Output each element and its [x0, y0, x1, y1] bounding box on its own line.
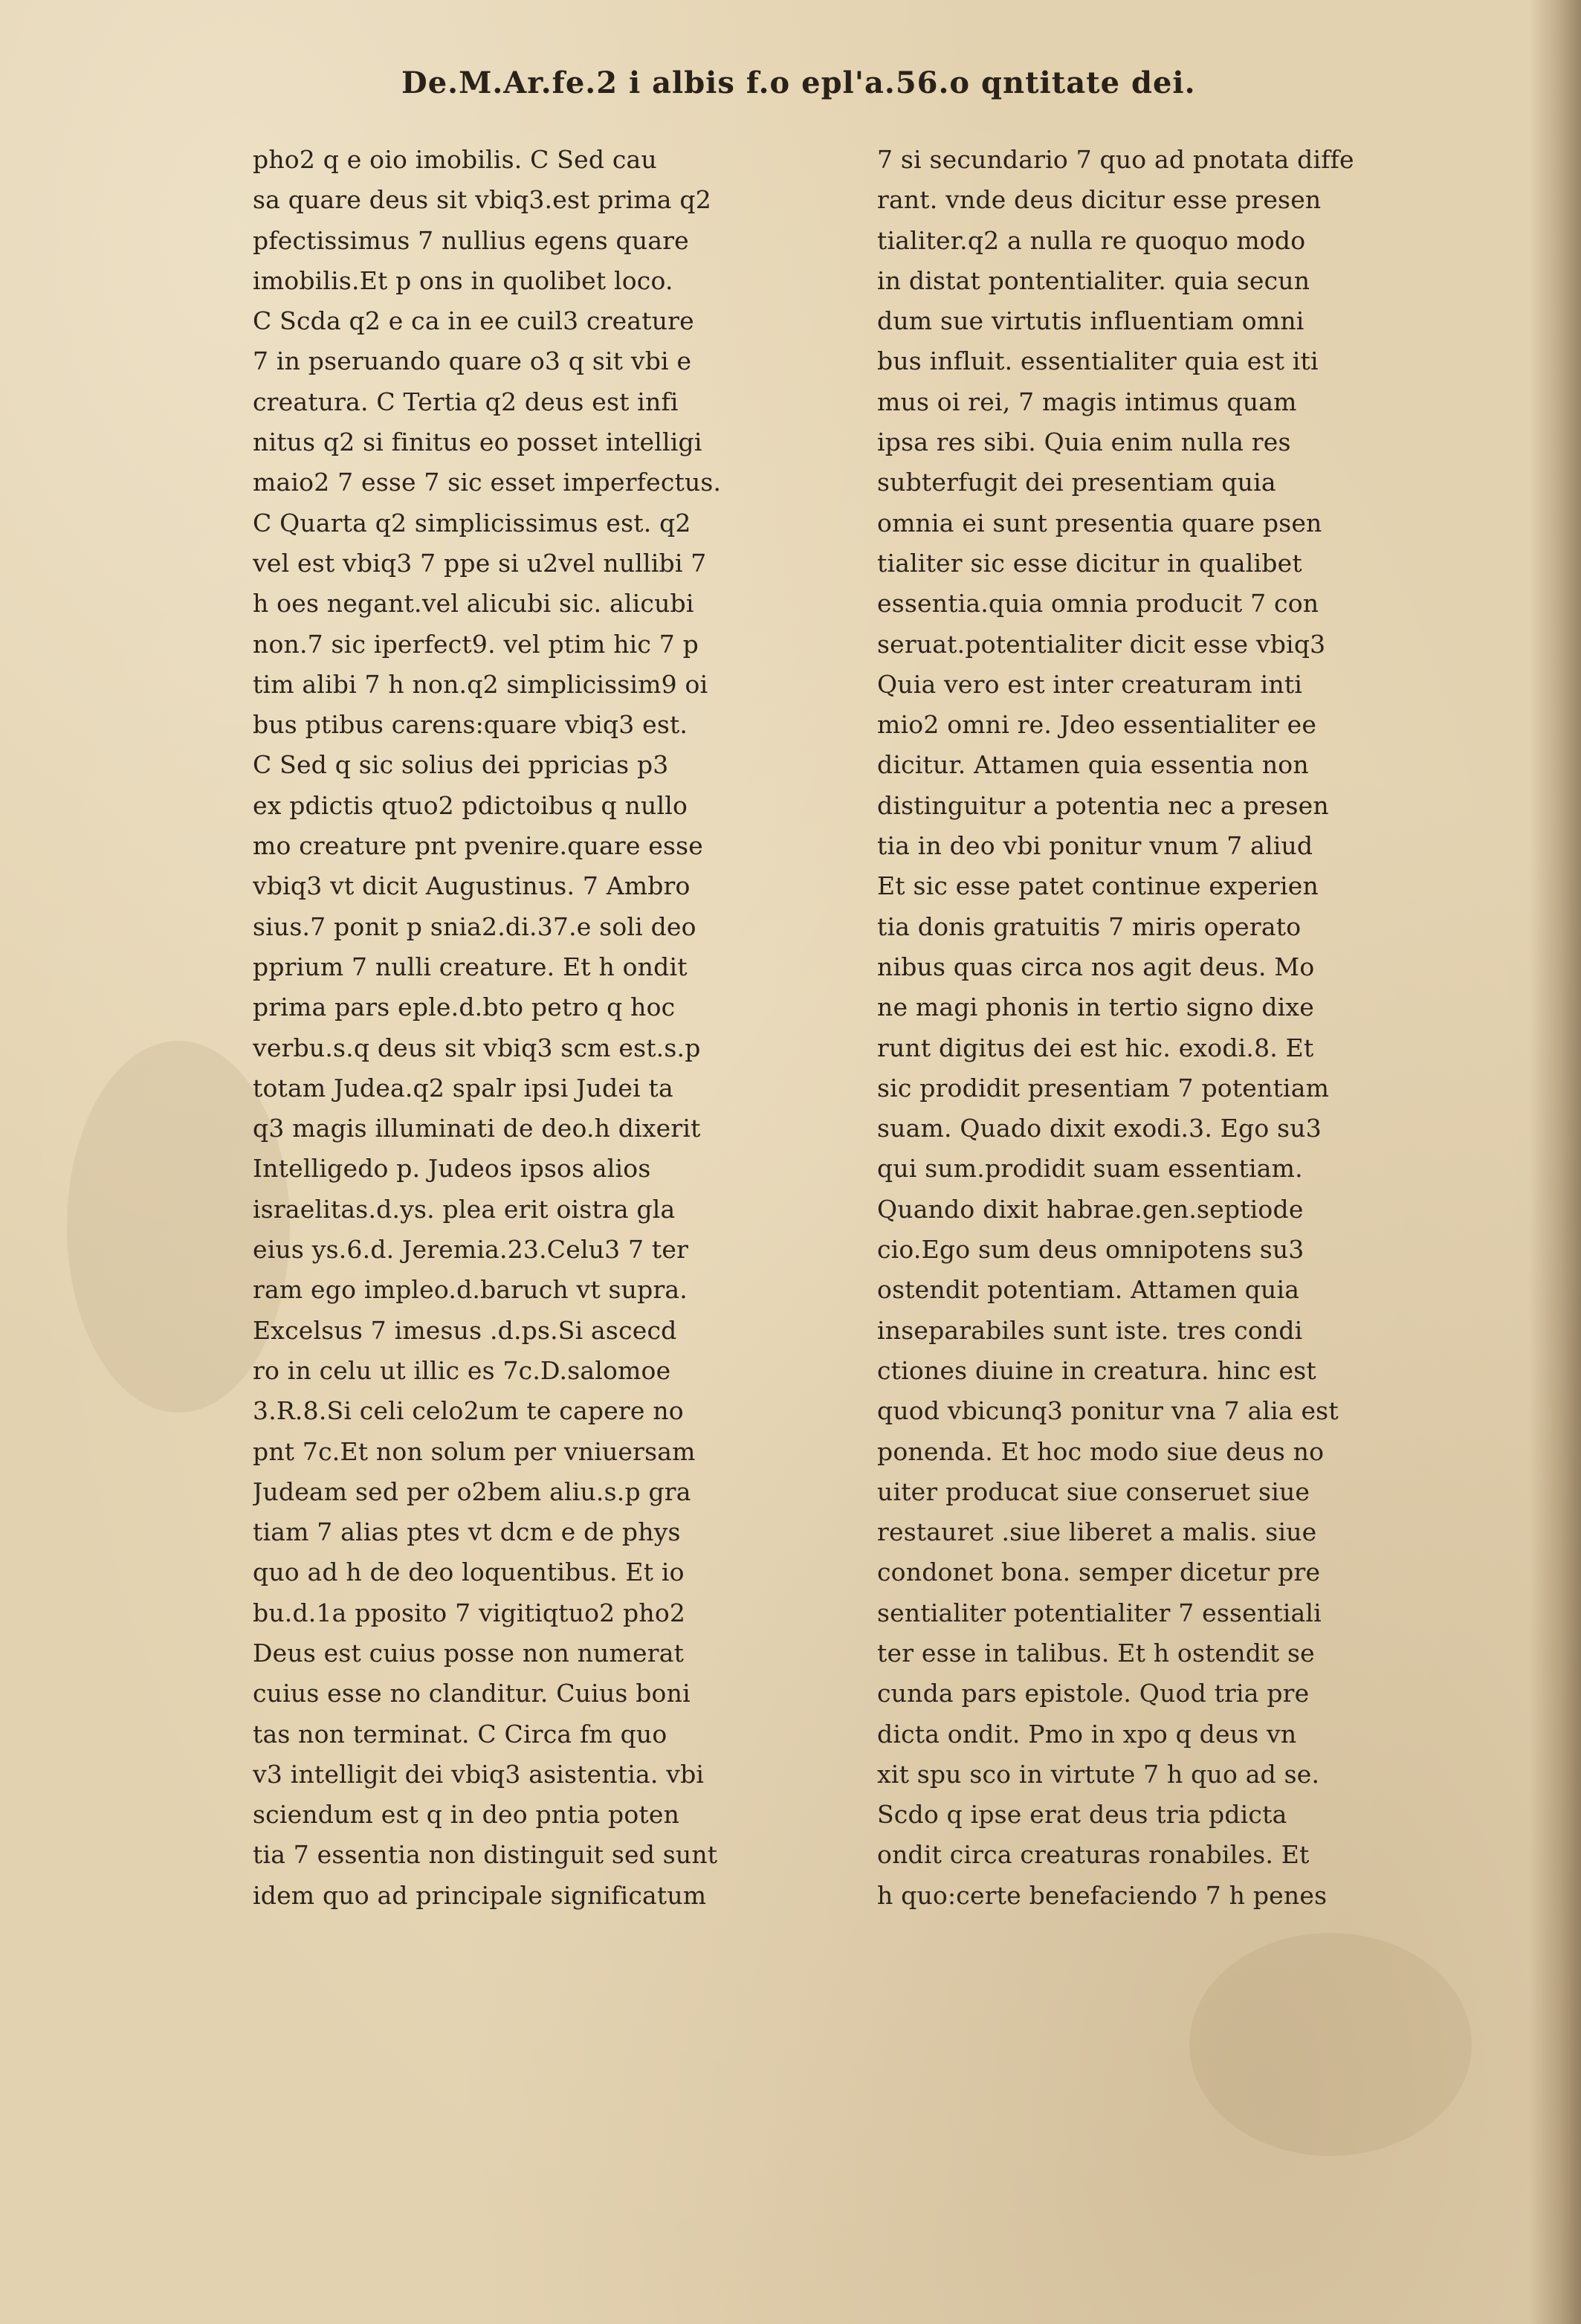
text-line: tia in deo vbi ponitur vnum 7 aliud: [877, 831, 1313, 861]
page-gutter-shadow: [1529, 0, 1581, 2324]
text-line: dicta ondit. Pmo in xpo q deus vn: [877, 1719, 1297, 1749]
text-line: cunda pars epistole. Quod tria pre: [877, 1679, 1310, 1708]
text-line: 7 in pseruando quare o3 q sit vbi e: [253, 346, 692, 376]
running-title: De.M.Ar.fe.2 i albis f.o epl'a.56.o qntitate dei.: [401, 65, 1196, 100]
text-line: C Sed q sic solius dei ppricias p3: [253, 750, 669, 780]
text-line: ter esse in talibus. Et h ostendit se: [877, 1638, 1315, 1668]
text-line: qui sum.prodidit suam essentiam.: [877, 1154, 1303, 1184]
text-line: sic prodidit presentiam 7 potentiam: [877, 1073, 1330, 1103]
text-line: subterfugit dei presentiam quia: [877, 468, 1276, 497]
left-text-column: [253, 140, 847, 1916]
text-line: pfectissimus 7 nullius egens quare: [253, 225, 689, 255]
text-line: maio2 7 esse 7 sic esset imperfectus.: [253, 468, 722, 497]
text-line: cuius esse no clanditur. Cuius boni: [253, 1679, 691, 1708]
text-line: Excelsus 7 imesus .d.ps.Si ascecd: [253, 1315, 677, 1345]
text-line: condonet bona. semper dicetur pre: [877, 1558, 1321, 1587]
text-line: h oes negant.vel alicubi sic. alicubi: [253, 589, 694, 619]
text-line: totam Judea.q2 spalr ipsi Judei ta: [253, 1073, 673, 1103]
text-line: ro in celu ut illic es 7c.D.salomoe: [253, 1355, 671, 1385]
text-line: Quando dixit habrae.gen.septiode: [877, 1194, 1304, 1224]
text-line: restauret .siue liberet a malis. siue: [877, 1517, 1317, 1547]
text-line: mo creature pnt pvenire.quare esse: [253, 831, 704, 861]
text-line: quo ad h de deo loquentibus. Et io: [253, 1558, 685, 1587]
text-line: distinguitur a potentia nec a presen: [877, 790, 1329, 820]
text-line: mio2 omni re. Jdeo essentialiter ee: [877, 710, 1317, 740]
text-line: ponenda. Et hoc modo siue deus no: [877, 1436, 1325, 1466]
text-line: Scdo q ipse erat deus tria pdicta: [877, 1800, 1287, 1830]
text-line: 3.R.8.Si celi celo2um te capere no: [253, 1396, 684, 1426]
text-line: cio.Ego sum deus omnipotens su3: [877, 1235, 1304, 1265]
text-line: h quo:certe benefaciendo 7 h penes: [877, 1880, 1328, 1910]
text-line: ex pdictis qtuo2 pdictoibus q nullo: [253, 790, 688, 820]
text-line: rant. vnde deus dicitur esse presen: [877, 185, 1322, 215]
text-line: inseparabiles sunt iste. tres condi: [877, 1315, 1303, 1345]
text-line: dum sue virtutis influentiam omni: [877, 306, 1304, 336]
text-line: vbiq3 vt dicit Augustinus. 7 Ambro: [253, 871, 691, 901]
text-line: sentialiter potentialiter 7 essentiali: [877, 1598, 1322, 1627]
text-line: tim alibi 7 h non.q2 simplicissim9 oi: [253, 669, 708, 699]
text-line: 7 si secundario 7 quo ad pnotata diffe: [877, 145, 1354, 174]
text-line: v3 intelligit dei vbiq3 asistentia. vbi: [253, 1759, 705, 1789]
text-line: ctiones diuine in creatura. hinc est: [877, 1355, 1316, 1385]
text-line: sa quare deus sit vbiq3.est prima q2: [253, 185, 711, 215]
text-line: sciendum est q in deo pntia poten: [253, 1800, 680, 1830]
paper-stain: [1189, 1933, 1472, 2156]
text-line: israelitas.d.ys. plea erit oistra gla: [253, 1194, 676, 1224]
text-line: C Quarta q2 simplicissimus est. q2: [253, 508, 691, 538]
text-line: quod vbicunq3 ponitur vna 7 alia est: [877, 1396, 1339, 1426]
text-line: Intelligedo p. Judeos ipsos alios: [253, 1154, 651, 1184]
text-line: in distat pontentialiter. quia secun: [877, 265, 1310, 295]
text-line: bu.d.1a pposito 7 vigitiqtuo2 pho2: [253, 1598, 686, 1627]
text-line: Et sic esse patet continue experien: [877, 871, 1319, 901]
text-line: ostendit potentiam. Attamen quia: [877, 1275, 1300, 1305]
text-line: idem quo ad principale significatum: [253, 1880, 707, 1910]
text-line: tialiter sic esse dicitur in qualibet: [877, 548, 1302, 578]
text-line: uiter producat siue conseruet siue: [877, 1476, 1310, 1506]
text-line: dicitur. Attamen quia essentia non: [877, 750, 1309, 780]
text-line: ondit circa creaturas ronabiles. Et: [877, 1840, 1310, 1870]
text-line: vel est vbiq3 7 ppe si u2vel nullibi 7: [253, 548, 707, 578]
text-line: ram ego impleo.d.baruch vt supra.: [253, 1275, 688, 1305]
text-line: seruat.potentialiter dicit esse vbiq3: [877, 629, 1326, 659]
text-line: nibus quas circa nos agit deus. Mo: [877, 952, 1315, 981]
text-line: Quia vero est inter creaturam inti: [877, 669, 1303, 699]
text-line: q3 magis illuminati de deo.h dixerit: [253, 1114, 701, 1143]
text-line: Deus est cuius posse non numerat: [253, 1638, 685, 1668]
text-line: bus ptibus carens:quare vbiq3 est.: [253, 710, 688, 740]
text-line: tia 7 essentia non distinguit sed sunt: [253, 1840, 718, 1870]
text-line: sius.7 ponit p snia2.di.37.e soli deo: [253, 911, 696, 941]
text-line: tiam 7 alias ptes vt dcm e de phys: [253, 1517, 681, 1547]
text-line: runt digitus dei est hic. exodi.8. Et: [877, 1033, 1314, 1062]
text-line: prima pars eple.d.bto petro q hoc: [253, 992, 676, 1022]
text-line: omnia ei sunt presentia quare psen: [877, 508, 1322, 538]
text-line: suam. Quado dixit exodi.3. Ego su3: [877, 1114, 1322, 1143]
text-line: bus influit. essentialiter quia est iti: [877, 346, 1319, 376]
text-line: xit spu sco in virtute 7 h quo ad se.: [877, 1759, 1320, 1789]
text-line: tas non terminat. C Circa fm quo: [253, 1719, 667, 1749]
text-line: essentia.quia omnia producit 7 con: [877, 589, 1319, 619]
text-line: pnt 7c.Et non solum per vniuersam: [253, 1436, 696, 1466]
text-line: nitus q2 si finitus eo posset intelligi: [253, 427, 702, 457]
text-line: ipsa res sibi. Quia enim nulla res: [877, 427, 1291, 457]
text-line: Judeam sed per o2bem aliu.s.p gra: [253, 1476, 691, 1506]
text-line: tialiter.q2 a nulla re quoquo modo: [877, 225, 1306, 255]
text-line: ne magi phonis in tertio signo dixe: [877, 992, 1314, 1022]
text-line: pho2 q e oio imobilis. C Sed cau: [253, 145, 657, 174]
text-line: eius ys.6.d. Jeremia.23.Celu3 7 ter: [253, 1235, 689, 1265]
text-line: C Scda q2 e ca in ee cuil3 creature: [253, 306, 694, 336]
right-text-column: [877, 140, 1472, 1916]
text-line: verbu.s.q deus sit vbiq3 scm est.s.p: [253, 1033, 701, 1062]
text-line: tia donis gratuitis 7 miris operato: [877, 911, 1302, 941]
text-line: creatura. C Tertia q2 deus est infi: [253, 387, 679, 416]
text-line: non.7 sic iperfect9. vel ptim hic 7 p: [253, 629, 699, 659]
text-line: pprium 7 nulli creature. Et h ondit: [253, 952, 688, 981]
text-line: imobilis.Et p ons in quolibet loco.: [253, 265, 673, 295]
text-line: mus oi rei, 7 magis intimus quam: [877, 387, 1297, 416]
